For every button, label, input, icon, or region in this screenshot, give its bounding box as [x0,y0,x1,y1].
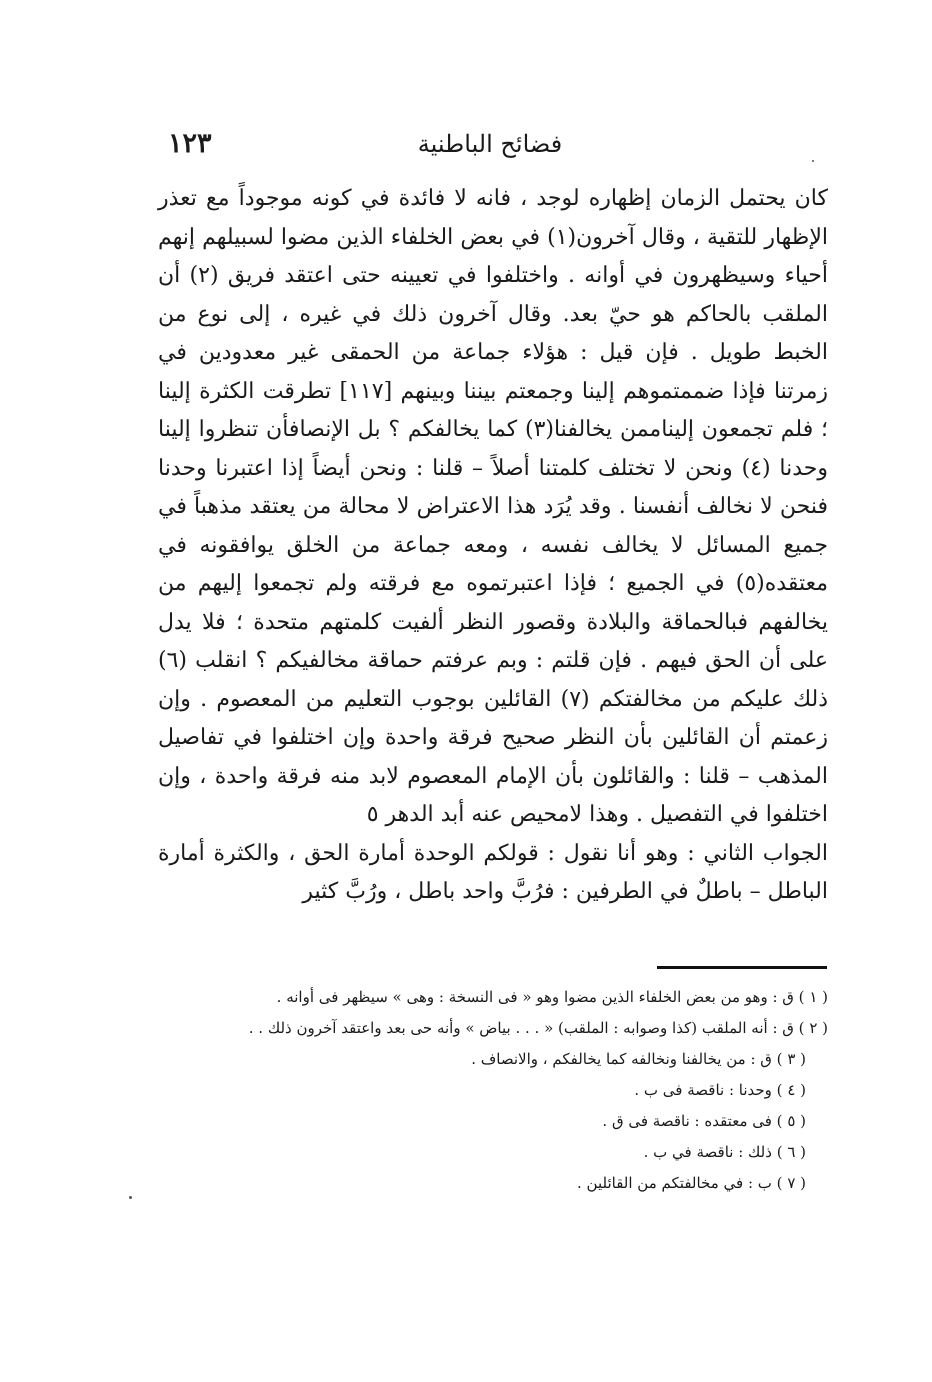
footnotes [158,982,828,1199]
footnote-4: ( ٤ ) وحدنا : ناقصة فى ب . [634,1081,806,1099]
footnote-6: ( ٦ ) ذلك : ناقصة في ب . [643,1143,806,1161]
footnote-2: ( ٢ ) ق : أنه الملقب (كذا وصوابه : الملقب) « . . . بياض » وأنه حى بعد واعتقد آخرون ذلك . . [248,1019,828,1037]
paragraph-1: كان يحتمل الزمان إظهاره لوجد ، فانه لا فائدة في كونه موجوداً مع تعذر الإظهار للتقية ، وقال آخرون(١) في بعض الخلفاء الذين مضوا لسبيلهم إنهم أحياء وسيظهرون في أوانه . واختلفوا في تعيينه حتى اعتقد فريق (٢) أن الملقب بالحاكم هو حيّ بعد. وقال آخرون ذلك في غيره ، إلى نوع من الخبط طويل . فإن قيل : هؤلاء جماعة من الحمقى غير معدودين في زمرتنا فإذا ضممتموهم إلينا وجمعتم بيننا وبينهم [١١٧] تطرقت الكثرة إلينا ؛ فلم تجمعون إليناممن يخالفنا(٣) كما يخالفكم ؟ بل الإنصافأن تنظروا إلينا وحدنا (٤) ونحن لا تختلف كلمتنا أصلاً – قلنا : ونحن أيضاً إذا اعتبرنا وحدنا فنحن لا نخالف أنفسنا . وقد يُرَد هذا الاعتراض لا محالة من يعتقد مذهباً في جميع المسائل لا يخالف نفسه ، ومعه جماعة من الخلق يوافقونه في معتقده(٥) في الجميع ؛ فإذا اعتبرتموه مع فرقته ولم تجمعوا إليهم من يخالفهم فبالحماقة والبلادة وقصور النظر ألفيت كلمتهم متحدة ؛ فلا يدل على أن الحق فيهم . فإن قلتم : وبم عرفتم حماقة مخالفيكم ؟ انقلب (٦) ذلك عليكم من مخالفتكم (٧) القائلين بوجوب التعليم من المعصوم . وإن زعمتم أن القائلين بأن النظر صحيح فرقة واحدة وإن اختلفوا في تفاصيل المذهب – قلنا : والقائلون بأن الإمام المعصوم لابد منه فرقة واحدة ، وإن اختلفوا في التفصيل . وهذا لامحيص عنه أبد الدهر ٥ [158,186,828,827]
main-text [158,180,828,912]
page-header [160,128,820,168]
running-title: فضائح الباطنية [417,130,563,158]
footnote-5: ( ٥ ) فى معتقده : ناقصة فى ق . [602,1112,806,1130]
paper-speck [129,1196,132,1199]
paragraph-2: الجواب الثاني : وهو أنا نقول : قولكم الوحدة أمارة الحق ، والكثرة أمارة الباطل – باطلٌ في الطرفين : فرُبَّ واحد باطل ، ورُبَّ كثير [158,840,828,904]
footnote-separator [657,966,827,969]
footnote-3: ( ٣ ) ق : من يخالفنا ونخالفه كما يخالفكم ، والانصاف . [471,1050,806,1068]
footnote-7: ( ٧ ) ب : في مخالفتكم من القائلين . [577,1174,806,1192]
footnote-1: ( ١ ) ق : وهو من بعض الخلفاء الذين مضوا وهو « فى النسخة : وهى » سيظهر فى أوانه . [276,988,828,1006]
paper-speck [812,160,814,162]
page-number: ١٢٣ [168,128,212,159]
